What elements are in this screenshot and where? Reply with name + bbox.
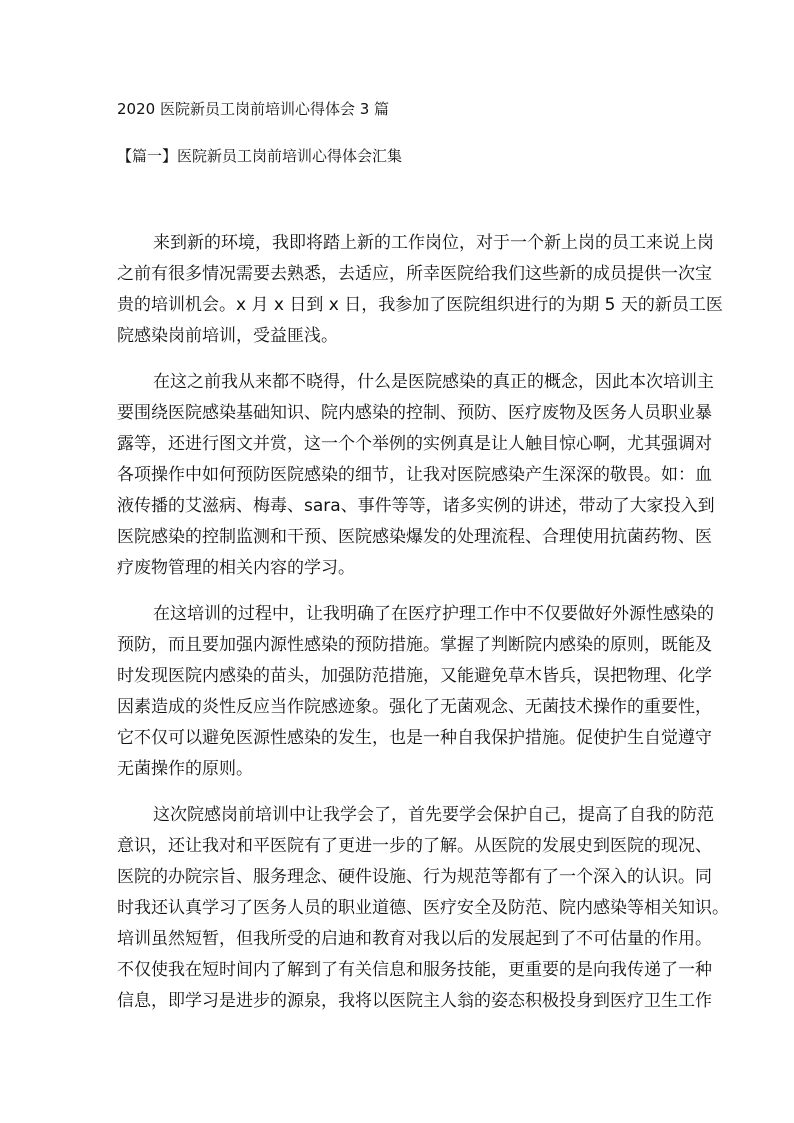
text-line: 医院的办院宗旨、服务理念、硬件设施、行为规范等都有了一个深入的认识。同 — [117, 867, 712, 887]
text-line: 因素造成的炎性反应当作院感迹象。强化了无菌观念、无菌技术操作的重要性， — [117, 697, 712, 717]
text-line: 无菌操作的原则。 — [117, 759, 253, 779]
text-line: 疗废物管理的相关内容的学习。 — [117, 558, 355, 578]
text-line: 各项操作中如何预防医院感染的细节，让我对医院感染产生深深的敬畏。如：血 — [117, 465, 712, 485]
text-line: 信息，即学习是进步的源泉，我将以医院主人翁的姿态积极投身到医疗卫生工作 — [117, 991, 712, 1011]
text-line: 在这之前我从来都不晓得，什么是医院感染的真正的概念，因此本次培训主 — [153, 372, 714, 392]
paragraph — [117, 367, 715, 584]
text-line: 不仅使我在短时间内了解到了有关信息和服务技能，更重要的是向我传递了一种 — [117, 960, 712, 980]
text-line: 预防，而且要加强内源性感染的预防措施。掌握了判断院内感染的原则，既能及 — [117, 635, 712, 655]
text-line: 要围绕医院感染基础知识、院内感染的控制、预防、医疗废物及医务人员职业暴 — [117, 403, 712, 423]
text-line: 之前有很多情况需要去熟悉，去适应，所幸医院给我们这些新的成员提供一次宝 — [117, 264, 712, 284]
text-line: 它不仅可以避免医源性感染的发生，也是一种自我保护措施。促使护生自觉遵守 — [117, 728, 712, 748]
section-heading: 【篇一】医院新员工岗前培训心得体会汇集 — [117, 147, 403, 165]
text-line: 时发现医院内感染的苗头，加强防范措施，又能避免草木皆兵，误把物理、化学 — [117, 666, 712, 686]
text-line: 露等，还进行图文并赏，这一个个举例的实例真是让人触目惊心啊，尤其强调对 — [117, 434, 712, 454]
document-body — [117, 228, 729, 1032]
paragraph — [117, 228, 723, 352]
text-line: 培训虽然短暂，但我所受的启迪和教育对我以后的发展起到了不可估量的作用。 — [117, 929, 712, 949]
text-line: 在这培训的过程中，让我明确了在医疗护理工作中不仅要做好外源性感染的 — [153, 604, 714, 624]
text-line: 液传播的艾滋病、梅毒、sara、事件等等，诸多实例的讲述，带动了大家投入到 — [117, 496, 715, 516]
paragraph — [117, 800, 729, 1017]
text-line: 来到新的环境，我即将踏上新的工作岗位，对于一个新上岗的员工来说上岗 — [153, 233, 714, 253]
text-line: 院感染岗前培训，受益匪浅。 — [117, 326, 338, 346]
text-line: 这次院感岗前培训中让我学会了，首先要学会保护自己，提高了自我的防范 — [153, 805, 714, 825]
text-line: 医院感染的控制监测和干预、医院感染爆发的处理流程、合理使用抗菌药物、医 — [117, 527, 712, 547]
document-title: 2020 医院新员工岗前培训心得体会 3 篇 — [117, 100, 390, 118]
text-line: 时我还认真学习了医务人员的职业道德、医疗安全及防范、院内感染等相关知识。 — [117, 898, 729, 918]
text-line: 意识，还让我对和平医院有了更进一步的了解。从医院的发展史到医院的现况、 — [117, 836, 712, 856]
paragraph — [117, 599, 714, 785]
text-line: 贵的培训机会。x 月 x 日到 x 日，我参加了医院组织进行的为期 5 天的新员工医 — [117, 295, 723, 315]
